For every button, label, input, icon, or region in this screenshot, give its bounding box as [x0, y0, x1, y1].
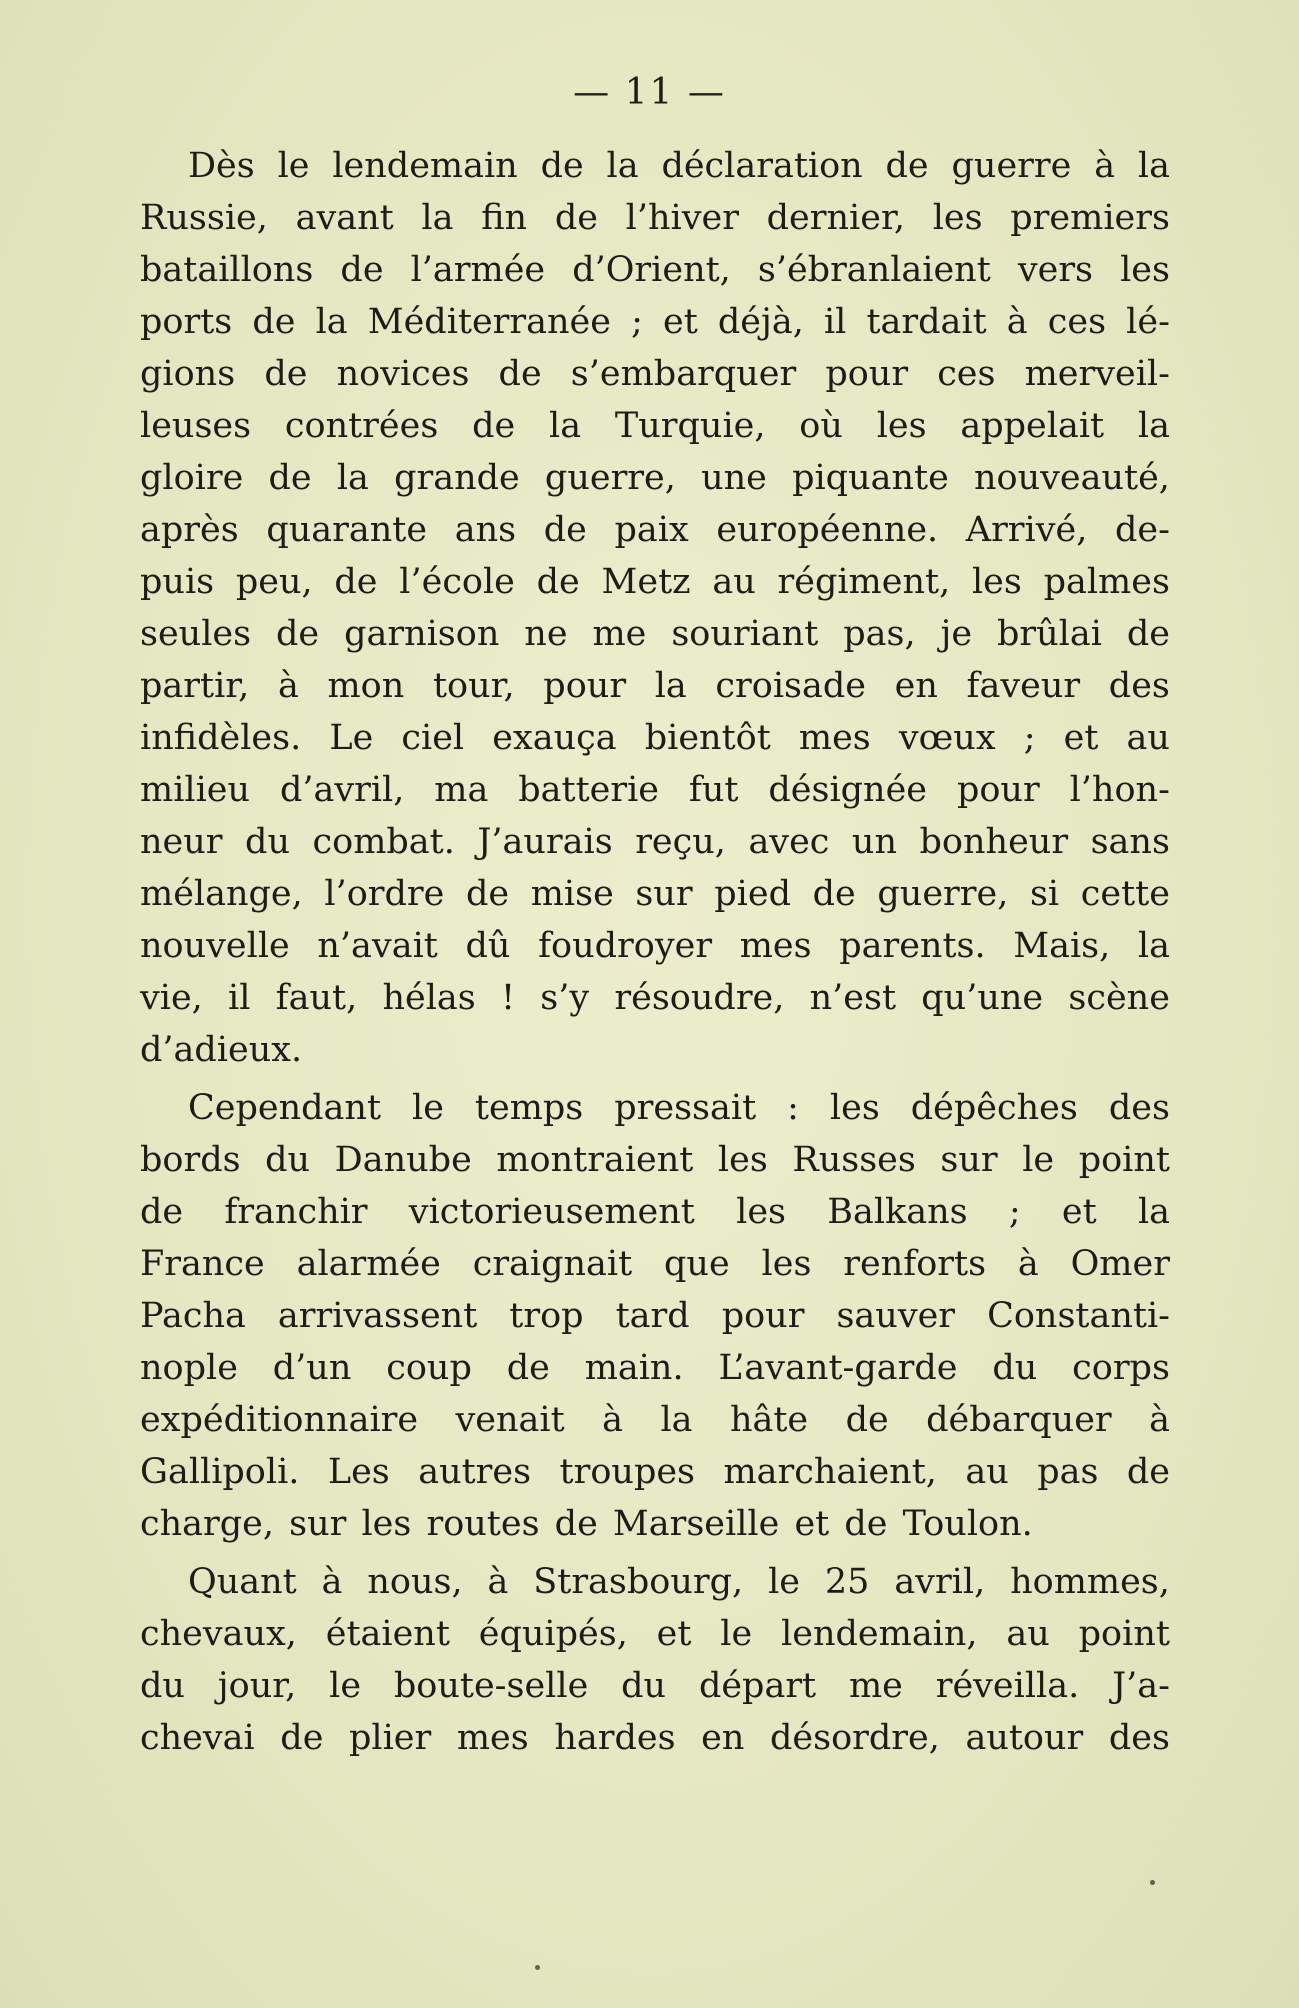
- paragraph: [140, 1082, 1170, 1550]
- page-number: — 11 —: [573, 72, 726, 113]
- text-line: bataillons de l’armée d’Orient, s’ébranlaient vers les: [140, 250, 1170, 290]
- text-line: charge, sur les routes de Marseille et de Toulon.: [140, 1504, 1033, 1544]
- text-line: nople d’un coup de main. L’avant-garde du corps: [140, 1348, 1170, 1388]
- text-line: partir, à mon tour, pour la croisade en faveur des: [140, 666, 1170, 706]
- text-line: du jour, le boute-selle du départ me réveilla. J’a-: [140, 1666, 1170, 1706]
- paragraph: [140, 1556, 1170, 1764]
- text-line: bords du Danube montraient les Russes sur le point: [140, 1140, 1170, 1180]
- text-line: nouvelle n’avait dû foudroyer mes parents. Mais, la: [140, 926, 1170, 966]
- text-line: milieu d’avril, ma batterie fut désignée pour l’hon-: [140, 770, 1170, 810]
- text-line: neur du combat. J’aurais reçu, avec un bonheur sans: [140, 822, 1170, 862]
- text-line: Quant à nous, à Strasbourg, le 25 avril, hommes,: [188, 1562, 1170, 1602]
- text-line: chevai de plier mes hardes en désordre, autour des: [140, 1718, 1170, 1758]
- text-line: Cependant le temps pressait : les dépêches des: [188, 1088, 1170, 1128]
- text-line: de franchir victorieusement les Balkans ; et la: [140, 1192, 1170, 1232]
- text-line: puis peu, de l’école de Metz au régiment, les palmes: [140, 562, 1170, 602]
- text-line: chevaux, étaient équipés, et le lendemain, au point: [140, 1614, 1170, 1654]
- text-line: d’adieux.: [140, 1030, 303, 1070]
- text-line: gions de novices de s’embarquer pour ces merveil-: [140, 354, 1170, 394]
- paragraph-container: [140, 140, 1170, 1764]
- paragraph: [140, 140, 1170, 1076]
- body-text: [140, 140, 1170, 1764]
- text-line: vie, il faut, hélas ! s’y résoudre, n’est qu’une scène: [140, 978, 1170, 1018]
- text-line: après quarante ans de paix européenne. Arrivé, de-: [140, 510, 1170, 550]
- text-line: France alarmée craignait que les renforts à Omer: [140, 1244, 1170, 1284]
- text-line: gloire de la grande guerre, une piquante nouveauté,: [140, 458, 1170, 498]
- text-line: Pacha arrivassent trop tard pour sauver Constanti-: [140, 1296, 1170, 1336]
- text-line: Russie, avant la fin de l’hiver dernier, les premiers: [140, 198, 1170, 238]
- paper-speck: [535, 1965, 540, 1970]
- text-line: infidèles. Le ciel exauça bientôt mes vœux ; et au: [140, 718, 1170, 758]
- text-line: leuses contrées de la Turquie, où les appelait la: [140, 406, 1170, 446]
- text-line: Gallipoli. Les autres troupes marchaient, au pas de: [140, 1452, 1170, 1492]
- paper-speck: [1150, 1880, 1155, 1885]
- text-line: mélange, l’ordre de mise sur pied de guerre, si cette: [140, 874, 1170, 914]
- text-line: Dès le lendemain de la déclaration de guerre à la: [188, 146, 1170, 186]
- text-line: ports de la Méditerranée ; et déjà, il tardait à ces lé-: [140, 302, 1170, 342]
- text-line: expéditionnaire venait à la hâte de débarquer à: [140, 1400, 1170, 1440]
- text-line: seules de garnison ne me souriant pas, je brûlai de: [140, 614, 1170, 654]
